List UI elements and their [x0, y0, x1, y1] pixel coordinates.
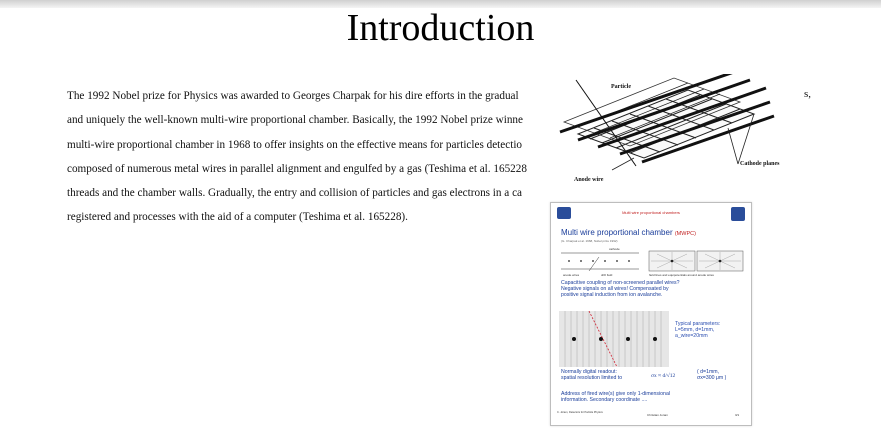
sigma-formula: σx ≈ d/√12: [651, 373, 676, 379]
typical-line: Typical parameters:: [675, 321, 721, 327]
mwpc-slide-figure: [550, 202, 752, 426]
coupling-line: Capacitive coupling of non-screened parallel wires?: [561, 280, 680, 286]
page-title: Introduction: [346, 7, 535, 49]
paragraph-line: registered and processes with the aid of a computer (Teshima et al. 165228).: [67, 211, 408, 224]
paragraph-line: The 1992 Nobel prize for Physics was awarded to Georges Charpak for his dire efforts in the gradual: [67, 90, 519, 102]
cut-off-text: s,: [804, 88, 812, 100]
readout-line: spatial resolution limited to: [561, 375, 623, 381]
slide-title: [561, 228, 696, 237]
slide-header-text: Multi wire proportional chambers: [622, 210, 680, 215]
drift-small-label: drift field: [601, 273, 613, 277]
paragraph-line: threads and the chamber walls. Gradually, the entry and collision of particles and gas electrons in a ca: [67, 187, 522, 200]
coupling-text: [561, 280, 680, 298]
anode-wire-label: Anode wire: [574, 177, 604, 183]
address-line: Address of fired wire(s) give only 1-dimensional: [561, 391, 670, 397]
field-lines-small-label: field lines and equipotentials around anode wires: [649, 273, 714, 277]
resolution-line: σx=300 μm ): [697, 375, 727, 381]
slide-title-text: Multi wire proportional chamber: [561, 228, 673, 237]
cathode-small-label: cathode: [609, 247, 620, 251]
slide-footer-right: II/1: [735, 413, 740, 417]
paragraph-line: and uniquely the well-known multi-wire proportional chamber. Basically, the 1992 Nobel prize winne: [67, 114, 523, 127]
typical-line: a_wire=20mm: [675, 333, 708, 339]
coupling-line: Negative signals on all wires! Compensated by: [561, 286, 669, 292]
typical-line: L=5mm, d=1mm,: [675, 327, 715, 333]
body-paragraph: [67, 88, 537, 238]
paragraph-line: composed of numerous metal wires in parallel alignment and engulfed by a gas (Teshima et al. 165228: [67, 162, 527, 175]
typical-parameters: [675, 321, 720, 339]
resolution-values: [697, 369, 726, 381]
readout-line: Normally digital readout:: [561, 369, 617, 375]
readout-text: [561, 369, 622, 381]
particle-label: Particle: [611, 84, 631, 90]
slide-subtitle: (G. Charpak et al. 1968, Nobel prize 1992): [561, 239, 618, 243]
slide-footer-left: C. Joram, Detectors for Particle Physics: [557, 411, 603, 414]
resolution-line: ( d=1mm,: [697, 369, 720, 375]
wire-chamber-figure: [538, 74, 808, 190]
field-map-image: [559, 311, 669, 367]
address-text: [561, 391, 670, 403]
slide-title-tag: (MWPC): [674, 231, 696, 237]
paragraph-line: multi-wire proportional chamber in 1968 to offer insights on the effective means for particles detectio: [67, 138, 523, 151]
address-line: information. Secondary coordinate ....: [561, 397, 648, 403]
coupling-line: positive signal induction from ion avalanche.: [561, 292, 663, 298]
slide-footer-center: Christian Joram: [647, 413, 669, 417]
anode-wires-small-label: anode wires: [563, 273, 580, 277]
cathode-planes-label: Cathode planes: [740, 161, 780, 167]
